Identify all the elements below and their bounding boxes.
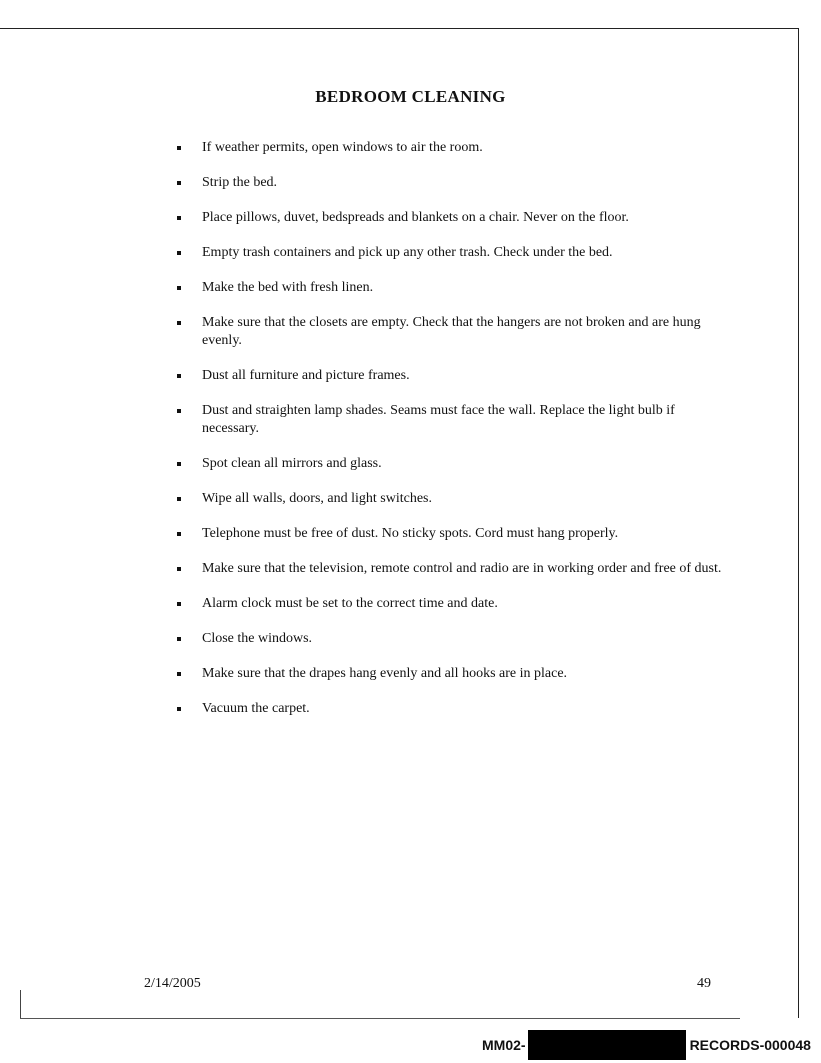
bullet-icon [177,286,181,290]
list-item [172,244,732,262]
list-item-text: Telephone must be free of dust. No sticky spots. Cord must hang properly. [202,526,619,541]
list-item [172,700,732,718]
bullet-icon [177,181,181,185]
list-item-text: Alarm clock must be set to the correct time and date. [202,596,498,611]
list-item [172,139,732,157]
footer-date: 2/14/2005 [144,976,201,991]
page-border-right [798,28,799,1018]
list-item [172,630,732,648]
list-item-text: Wipe all walls, doors, and light switches. [202,491,433,506]
page-border-bottom [20,1018,740,1019]
page-border-left [20,990,21,1018]
bullet-icon [177,672,181,676]
list-item-text: Make sure that the television, remote control and radio are in working order and free of dust. [202,561,722,576]
list-item [172,665,732,683]
page-number: 49 [697,976,711,991]
redaction-block [528,1030,686,1060]
list-item [172,174,732,192]
list-item-text: Dust and straighten lamp shades. Seams must face the wall. Replace the light bulb if necessary. [202,403,675,436]
bullet-icon [177,567,181,571]
bullet-icon [177,374,181,378]
bates-stamp [482,1030,811,1060]
list-item-text: Make sure that the closets are empty. Check that the hangers are not broken and are hung evenly. [202,315,701,348]
bullet-icon [177,321,181,325]
list-item [172,314,732,350]
page-title: BEDROOM CLEANING [315,87,506,106]
list-item [172,209,732,227]
page-border-top [0,28,799,29]
list-item [172,402,732,438]
list-item-text: Vacuum the carpet. [202,701,310,716]
list-item [172,279,732,297]
bullet-icon [177,637,181,641]
list-item [172,455,732,473]
list-item [172,560,732,578]
bullet-icon [177,251,181,255]
list-item [172,525,732,543]
list-item-text: Strip the bed. [202,175,278,190]
list-item-text: Dust all furniture and picture frames. [202,368,410,383]
bullet-icon [177,409,181,413]
bullet-icon [177,707,181,711]
bullet-icon [177,532,181,536]
list-item [172,595,732,613]
bullet-icon [177,146,181,150]
list-item-text: Spot clean all mirrors and glass. [202,456,382,471]
list-item-text: Place pillows, duvet, bedspreads and blankets on a chair. Never on the floor. [202,210,629,225]
bullet-icon [177,602,181,606]
list-item [172,367,732,385]
list-item-text: Empty trash containers and pick up any other trash. Check under the bed. [202,245,613,260]
bullet-icon [177,462,181,466]
bates-prefix: MM02- [482,1037,526,1053]
bullet-icon [177,216,181,220]
list-item-text: If weather permits, open windows to air the room. [202,140,483,155]
bates-suffix: RECORDS-000048 [689,1037,811,1053]
cleaning-checklist [172,139,732,735]
bullet-icon [177,497,181,501]
list-item [172,490,732,508]
list-item-text: Make sure that the drapes hang evenly and all hooks are in place. [202,666,568,681]
list-item-text: Make the bed with fresh linen. [202,280,374,295]
list-item-text: Close the windows. [202,631,313,646]
